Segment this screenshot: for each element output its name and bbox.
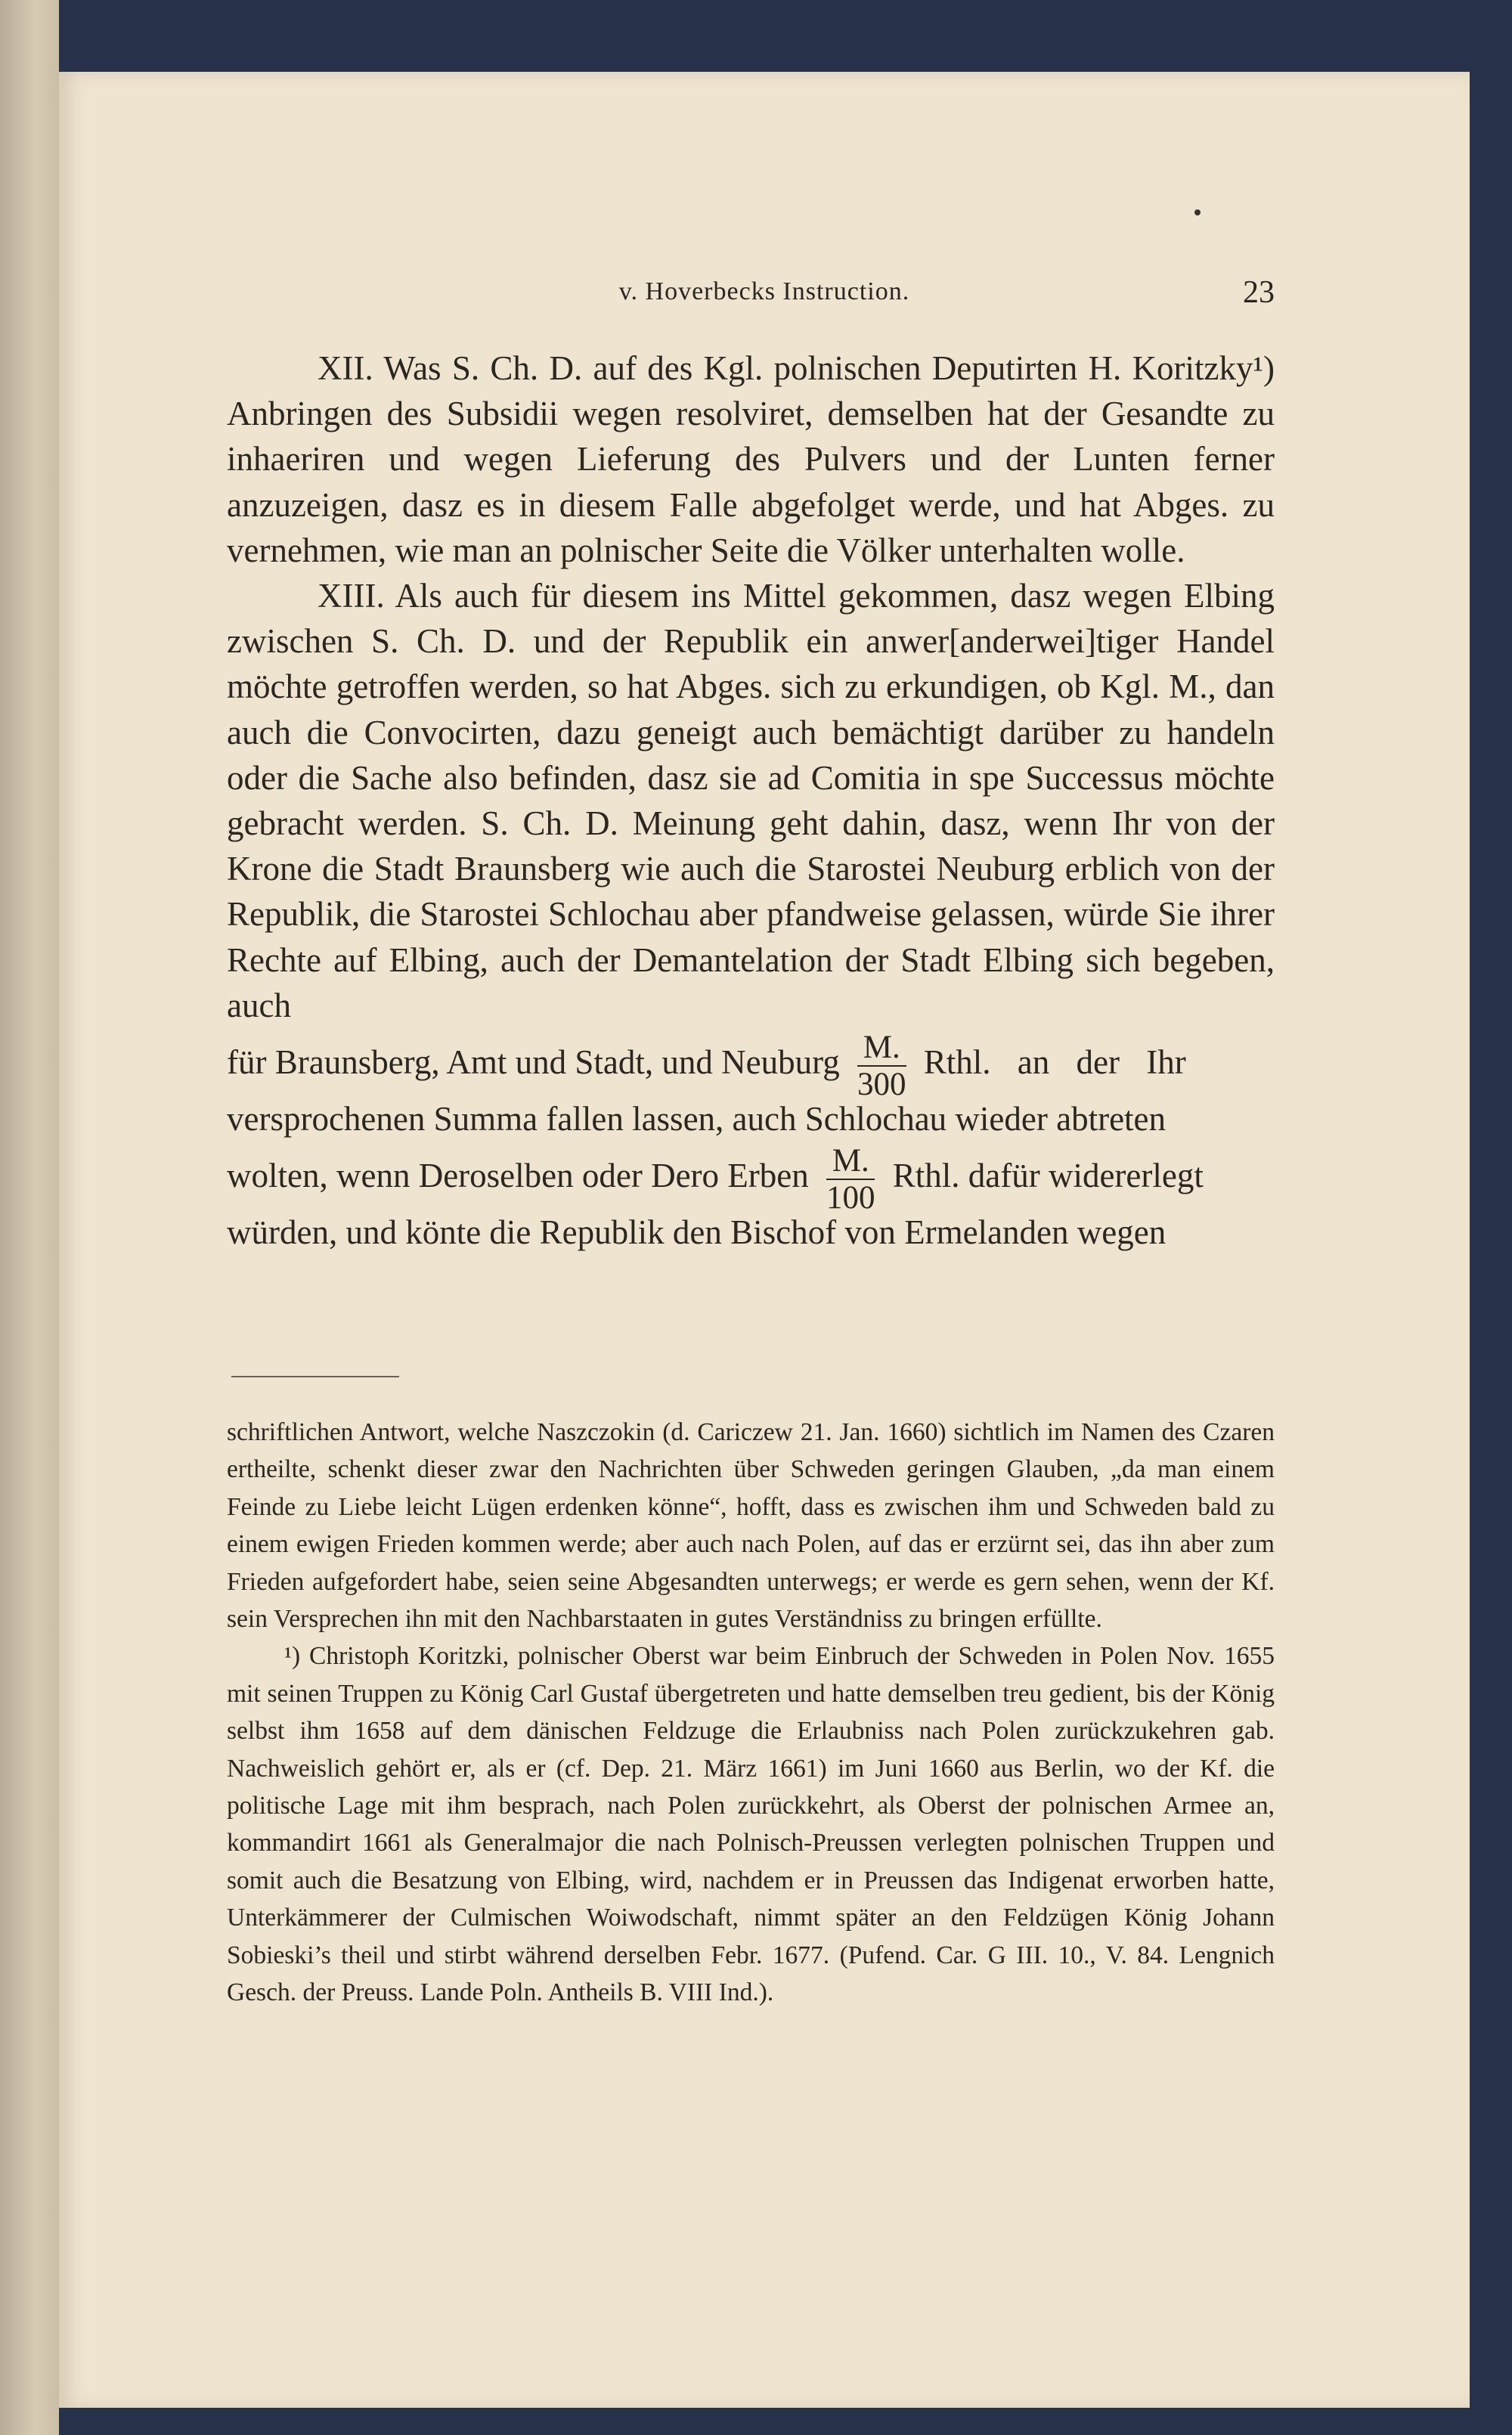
fraction-line-1-after: Rthl. an der Ihr <box>923 1043 1186 1082</box>
footnote-1: ¹) Christoph Koritzki, polnischer Oberst war beim Einbruch der Schweden in Polen Nov. 1655 mit seinen Truppen zu König Carl Gustaf übergetreten und hatte demselben treu gedient, bis der König selbst ihm 1658 auf dem dänischen Feldzuge die Erlaubniss nach Polen zurückzukehren gab. Nachweislich gehört er, als er (cf. Dep. 21. März 1661) im Juni 1660 aus Berlin, wo der Kf. die politische Lage mit ihm besprach, nach Polen zurückkehrt, als Oberst der polnischen Armee an, kommandirt 1661 als Generalmajor die nach Polnisch-Preussen verlegten polnischen Truppen und somit auch die Besatzung von Elbing, wird, nachdem er in Preussen das Indigenat erworben hatte, Unterkämmerer der Culmischen Woiwodschaft, nimmt später an den Feldzügen König Johann Sobieski’s theil und stirbt während derselben Febr. 1677. (Pufend. Car. G III. 10., V. 84. Lengnich Gesch. der Preuss. Lande Poln. Antheils B. VIII Ind.). <box>227 1642 1275 2007</box>
page-number: 23 <box>1243 275 1275 310</box>
fraction-m-100 <box>826 1142 875 1216</box>
fraction-line-1-before: für Braunsberg, Amt und Stadt, und Neuburg <box>227 1043 840 1082</box>
paragraph-xiii-text: XIII. Als auch für diesem ins Mittel gekommen, dasz wegen Elbing zwischen S. Ch. D. und der Republik ein anwer[anderwei]tiger Handel möchte getroffen werden, so hat Abges. sich zu erkundigen, ob Kgl. M., dan auch die Convocirten, dazu geneigt auch bemächtigt darüber zu handeln oder die Sache also befinden, dasz sie ad Comitia in spe Successus möchte gebracht werden. S. Ch. D. Meinung geht dahin, dasz, wenn Ihr von der Krone die Stadt Braunsberg wie auch die Starostei Neuburg erblich von der Republik, die Starostei Schlochau aber pfandweise gelassen, würde Sie ihrer Rechte auf Elbing, auch der Demantelation der Stadt Elbing sich begeben, auch <box>227 577 1275 1024</box>
fraction-1-numerator: M. <box>857 1031 906 1067</box>
fraction-2-denominator: 100 <box>826 1179 875 1216</box>
running-head <box>59 277 1470 312</box>
paragraph-xiii <box>227 573 1275 1255</box>
footnote-continuation: schriftlichen Antwort, welche Naszczokin (d. Cariczew 21. Jan. 1660) sichtlich im Namen des Czaren ertheilte, schenkt dieser zwar den Nachrichten über Schweden geringen Glauben, „da man einem Feinde zu Liebe leicht Lügen erdenken könne“, hofft, dass es zwischen ihm und Schweden bald zu einem ewigen Frieden kommen werde; aber auch nach Polen, auf das er erzürnt sei, das ihn aber zum Frieden aufgefordert habe, seien seine Abgesandten unterwegs; er werde es gern sehen, wenn der Kf. sein Versprechen ihn mit den Nachbarstaaten in gutes Verständniss zu bringen erfüllte. <box>227 1418 1275 1634</box>
page-speck <box>1194 209 1201 215</box>
fraction-1-denominator: 300 <box>857 1066 906 1102</box>
footnote-rule <box>231 1376 399 1377</box>
fraction-m-300 <box>857 1031 906 1101</box>
fraction-2-numerator: M. <box>826 1145 875 1180</box>
paragraph-xii: XII. Was S. Ch. D. auf des Kgl. polnischen Deputirten H. Koritzky¹) Anbringen des Subsidii wegen resolviret, demselben hat der Gesandte zu inhaeriren und wegen Lieferung des Pulvers und der Lunten ferner anzuzeigen, dasz es in diesem Falle abgefolget werde, und hat Abges. zu vernehmen, wie man an polnischer Seite die Völker unterhalten wolle. <box>227 349 1275 569</box>
running-head-title: v. Hoverbecks Instruction. <box>618 277 910 305</box>
fraction-line-1 <box>227 1028 1275 1102</box>
fraction-line-2-before: wolten, wenn Deroselben oder Dero Erben <box>227 1157 809 1195</box>
fraction-line-2 <box>227 1142 1275 1216</box>
footnotes <box>227 1414 1275 2012</box>
fraction-line-2-after: Rthl. dafür widererlegt <box>892 1157 1204 1195</box>
facing-page-edge <box>0 0 59 2435</box>
main-text <box>227 345 1275 1255</box>
book-page <box>59 72 1470 2408</box>
text-line-last: würden, und könte die Republik den Bischof von Ermelanden wegen <box>227 1213 1167 1252</box>
text-line-mid: versprochenen Summa fallen lassen, auch Schlochau wieder abtreten <box>227 1100 1167 1139</box>
